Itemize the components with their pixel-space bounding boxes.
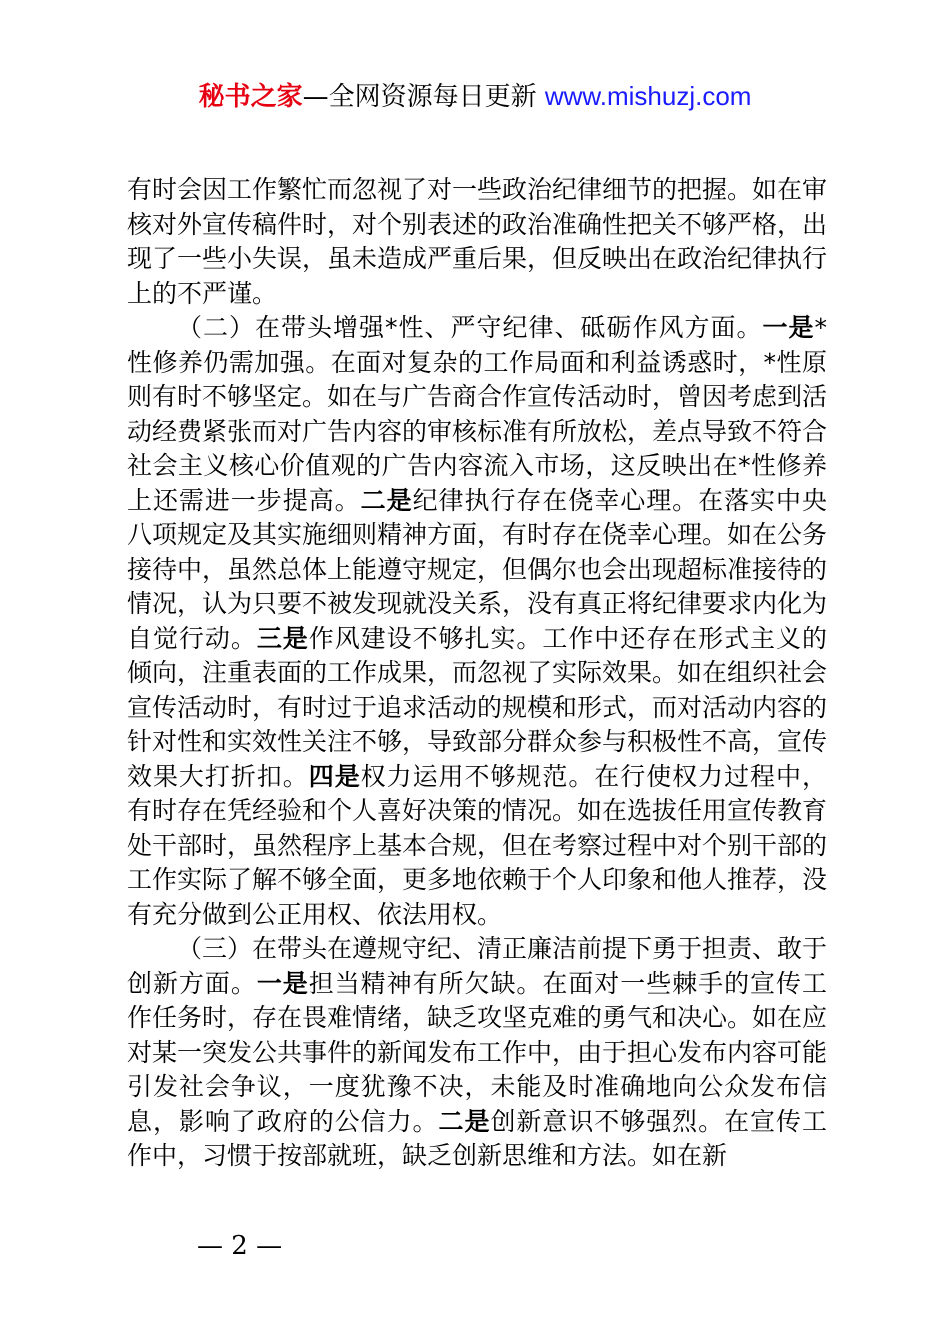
item-marker: 一是	[256, 968, 309, 998]
document-body	[127, 173, 827, 1174]
item-text: 纪律执行存在侥幸心理。在落实中央八项规定及其实施细则精神方面，有时存在侥幸心理。如在公务接待中，虽然总体上能遵守规定，但偶尔也会出现超标准接待的情况，认为只要不被发现就没关系，没有真正将纪律要求内化为自觉行动。	[127, 485, 828, 653]
site-url-link[interactable]: www.mishuzj.com	[544, 81, 752, 111]
brand-name: 秘书之家	[198, 82, 303, 112]
item-marker: 三是	[256, 623, 309, 653]
item-marker: 四是	[308, 761, 361, 791]
item-text: 权力运用不够规范。在行使权力过程中，有时存在凭经验和个人喜好决策的情况。如在选拔任用宣传教育处干部时，虽然程序上基本合规，但在考察过程中对个别干部的工作实际了解不够全面，更多地依赖于个人印象和他人推荐，没有充分做到公正用权、依法用权。	[127, 761, 828, 929]
item-text: *性修养仍需加强。在面对复杂的工作局面和利益诱惑时，*性原则有时不够坚定。如在与广告商合作宣传活动时，曾因考虑到活动经费紧张而对广告内容的审核标准有所放松，差点导致不符合社会主义核心价值观的广告内容流入市场，这反映出在*性修养上还需进一步提高。	[127, 313, 828, 515]
section-heading-2: （二）在带头增强*性、严守纪律、砥砺作风方面。	[177, 313, 763, 342]
item-text: 创新意识不够强烈。在宣传工作中，习惯于按部就班，缺乏创新思维和方法。如在新	[127, 1106, 827, 1170]
item-text: 作风建设不够扎实。工作中还存在形式主义的倾向，注重表面的工作成果，而忽视了实际效果。如在组织社会宣传活动时，有时过于追求活动的规模和形式，而对活动内容的针对性和实效性关注不够，导致部分群众参与积极性不高，宣传效果大打折扣。	[127, 623, 828, 791]
header-tagline: —全网资源每日更新	[302, 82, 545, 112]
paragraph-3	[127, 932, 827, 1174]
site-header	[0, 78, 950, 115]
section-heading-3: （三）在带头在遵规守纪、清正廉洁前提下勇于担责、敢于创新方面。	[127, 934, 828, 998]
item-text: 担当精神有所欠缺。在面对一些棘手的宣传工作任务时，存在畏难情绪，缺乏攻坚克难的勇气和决心。如在应对某一突发公共事件的新闻发布工作中，由于担心发布内容可能引发社会争议，一度犹豫不决，未能及时准确地向公众发布信息，影响了政府的公信力。	[127, 968, 828, 1136]
item-marker: 二是	[360, 485, 413, 515]
paragraph-2	[127, 311, 827, 932]
item-marker: 一是	[762, 313, 815, 342]
page-number: — 2 —	[197, 1231, 283, 1261]
paragraph-1: 有时会因工作繁忙而忽视了对一些政治纪律细节的把握。如在审核对外宣传稿件时，对个别表述的政治准确性把关不够严格，出现了一些小失误，虽未造成严重后果，但反映出在政治纪律执行上的不严谨。	[127, 175, 828, 308]
item-marker: 二是	[438, 1106, 491, 1136]
